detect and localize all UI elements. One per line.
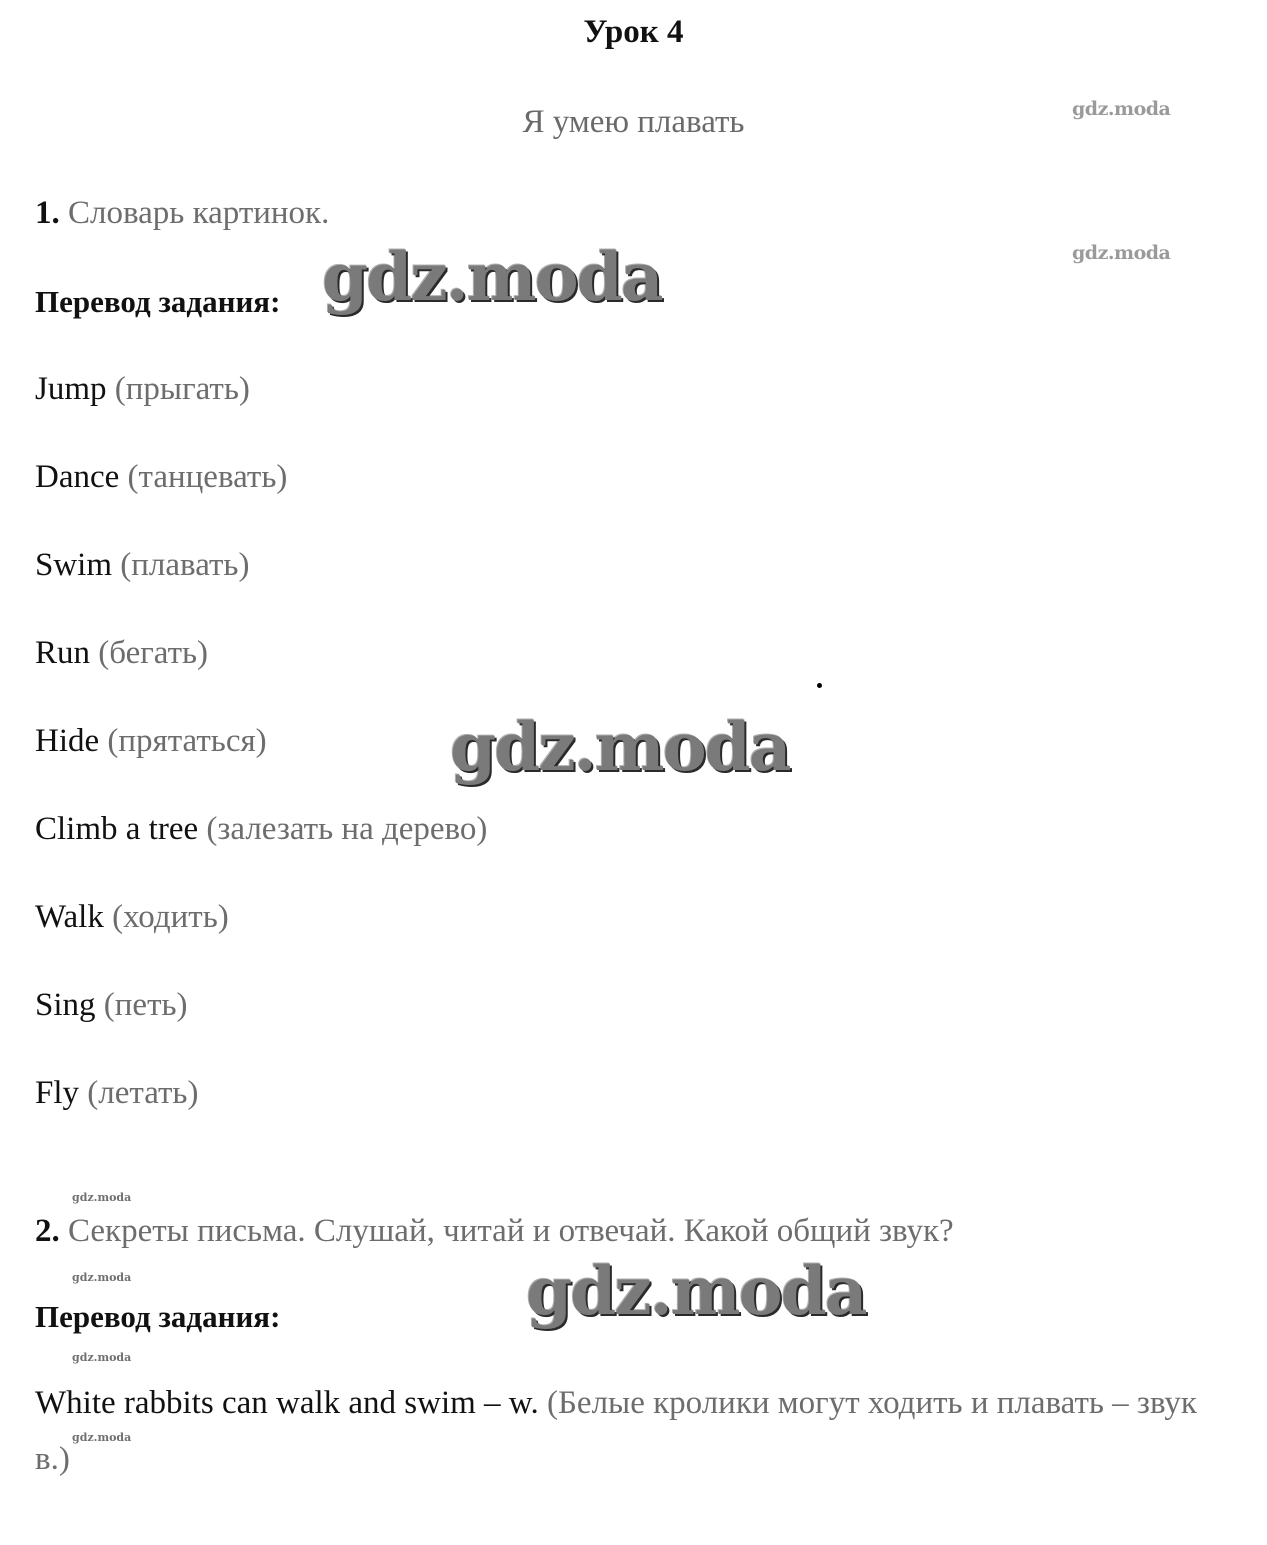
word-ru: (танцевать): [127, 459, 288, 495]
word-row: [35, 1075, 198, 1112]
stray-dot: [817, 683, 822, 688]
task2-header: [35, 1213, 954, 1250]
word-row: [35, 899, 229, 936]
word-en: Swim: [35, 547, 113, 583]
task1-header: [35, 195, 329, 232]
word-ru: (бегать): [98, 635, 209, 671]
watermark-large: gdz.moda: [526, 1252, 866, 1330]
word-row: [35, 635, 208, 672]
word-en: Walk: [35, 899, 104, 935]
word-row: [35, 811, 487, 848]
word-row: [35, 547, 249, 584]
word-row: [35, 987, 188, 1024]
watermark-tiny: gdz.moda: [72, 1191, 132, 1204]
task2-text: Секреты письма. Слушай, читай и отвечай. Какой общий звук?: [68, 1213, 954, 1249]
word-ru: (прыгать): [114, 371, 250, 407]
word-row: [35, 459, 287, 496]
word-en: Dance: [35, 459, 120, 495]
word-en: Jump: [35, 371, 107, 407]
word-row: [35, 723, 267, 760]
word-ru: (ходить): [112, 899, 229, 935]
watermark-small: gdz.moda: [1072, 98, 1171, 120]
word-ru: (петь): [103, 987, 188, 1023]
answer-en: White rabbits can walk and swim – w.: [35, 1385, 539, 1421]
word-en: Hide: [35, 723, 100, 759]
word-en: Fly: [35, 1075, 80, 1111]
task1-translation-heading: Перевод задания:: [35, 284, 281, 319]
word-en: Run: [35, 635, 91, 671]
word-en: Climb a tree: [35, 811, 199, 847]
lesson-subtitle: Я умею плавать: [522, 104, 745, 140]
task1-text: Словарь картинок.: [68, 195, 330, 231]
watermark-tiny: gdz.moda: [72, 1431, 132, 1444]
watermark-small: gdz.moda: [1072, 242, 1171, 264]
word-en: Sing: [35, 987, 96, 1023]
lesson-title: Урок 4: [583, 14, 684, 50]
task1-number: 1.: [35, 195, 60, 231]
watermark-large: gdz.moda: [322, 238, 662, 316]
watermark-tiny: gdz.moda: [72, 1271, 132, 1284]
task2-number: 2.: [35, 1213, 60, 1249]
word-ru: (летать): [87, 1075, 199, 1111]
word-ru: (залезать на дерево): [206, 811, 488, 847]
watermark-tiny: gdz.moda: [72, 1351, 132, 1364]
answer-ru: (Белые кролики могут ходить и плавать – звук в.): [35, 1385, 1197, 1477]
task2-answer: [35, 1375, 1235, 1487]
word-row: [35, 371, 250, 408]
watermark-large: gdz.moda: [450, 708, 790, 786]
word-ru: (прятаться): [107, 723, 267, 759]
task2-translation-heading: Перевод задания:: [35, 1299, 281, 1334]
word-ru: (плавать): [120, 547, 250, 583]
